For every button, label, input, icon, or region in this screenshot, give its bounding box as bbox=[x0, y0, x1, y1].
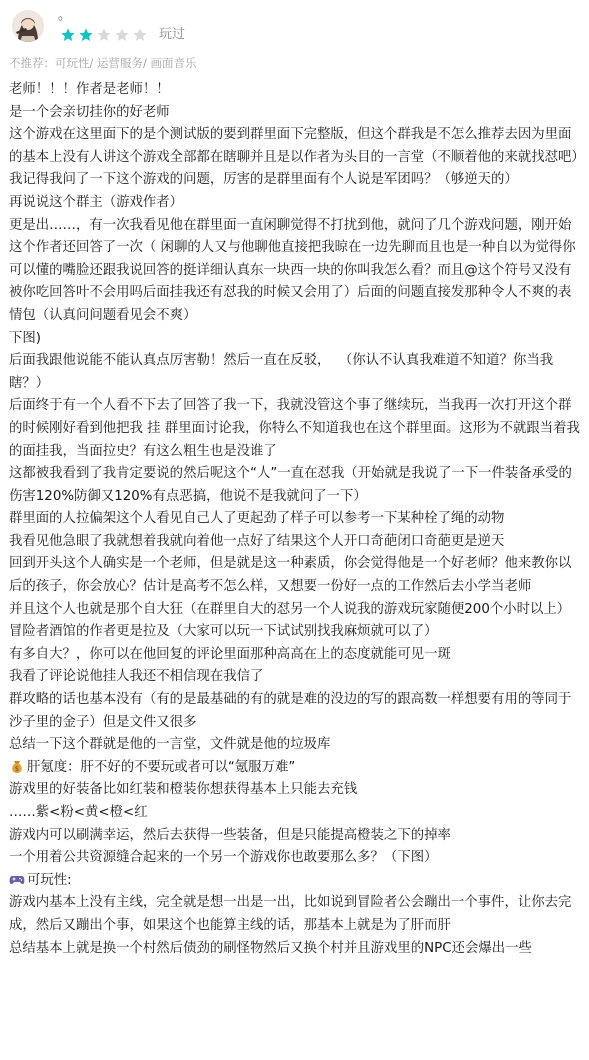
star-empty-icon bbox=[132, 27, 148, 43]
review-paragraph: 再说说这个群主（游戏作者） bbox=[9, 194, 184, 210]
played-status: 玩过 bbox=[159, 27, 186, 42]
review-paragraph: 更是出……，有一次我看见他在群里面一直闲聊觉得不打扰到他，就问了几个游戏问题，刚开始这个作者还回答了一次（ 闲聊的人又与他聊他直接把我晾在一边先聊而且也是一种自以为觉得你可以懂的嘴脸还跟我说回答的挺详细认真东一块西一块的你叫我怎么看？而且@这个符号又没有被你吃回答叶不会用吗后面挂我还有怼我的时候又会用了）后面的问题直接发那种令人不爽的表情包（认真问问题看见会不爽） bbox=[9, 217, 576, 323]
review-paragraph: 一个用着公共资源缝合起来的一个另一个游戏你也敢要那么多？（下图） bbox=[9, 850, 438, 866]
svg-text:$: $ bbox=[14, 764, 20, 773]
review-paragraph: 后面我跟他说能不能认真点厉害勒！然后一直在反驳， （你认不认真我难道不知道？你当我瞎？） bbox=[9, 353, 554, 391]
review-section-playability bbox=[9, 870, 581, 893]
review-paragraph: 老师！！！作者是老师！！ bbox=[9, 82, 170, 97]
review-paragraph: 有多自大？，你可以在他回复的评论里面那种高高在上的态度就能可见一斑 bbox=[9, 646, 451, 662]
review-paragraph: 后面终于有一个人看不下去了回答了我一下，我就没管这个事了继续玩，当我再一次打开这个群的时候刚好看到他把我 挂 群里面讨论我，你特么不知道我也在这个群里面。这形为不就跟当着我的面挂我，当面拉史？有这么粗生也是没谁了 bbox=[9, 398, 580, 459]
review-paragraph: 总结一下这个群就是他的一言堂，文件就是他的垃圾库 bbox=[9, 737, 331, 753]
review-paragraph: 群攻略的话也基本没有（有的是最基础的有的就是难的没边的写的跟高数一样想要有用的等同于沙子里的金子）但是文件又很多 bbox=[9, 692, 572, 730]
review-paragraph: 游戏内基本上没有主线，完全就是想一出是一出，比如说到冒险者公会蹦出一个事件，让你去完成，然后又蹦出个事，如果这个也能算主线的话，那基本上就是为了肝而肝 bbox=[9, 895, 572, 933]
gamepad-icon bbox=[9, 871, 25, 887]
review-paragraph: 我看见他急眼了我就想着我就向着他一点好了结果这个人开口奇葩闭口奇葩更是逆天 bbox=[9, 533, 505, 549]
review-paragraph: 这个游戏在这里面下的是个测试版的要到群里面下完整版，但这个群我是不怎么推荐去因为里面的基本上没有人讲这个游戏全部都在瞎聊并且是以作者为头目的一言堂（不顺着他的来就找怼吧）我记得我问了一下这个游戏的问题，厉害的是群里面有个人说是军团吗？（够逆天的） bbox=[9, 127, 579, 188]
review-paragraph: 群里面的人拉偏架这个人看见自己人了更起劲了样子可以参考一下某种栓了绳的动物 bbox=[9, 511, 505, 527]
avatar-image bbox=[12, 10, 44, 42]
review-paragraph: 并且这个人也就是那个自大狂（在群里自大的怼另一个人说我的游戏玩家随便200个小时以上）冒险者酒馆的作者更是拉及（大家可以玩一下试试别找我麻烦就可以了） bbox=[9, 601, 571, 640]
star-filled-icon bbox=[60, 27, 76, 43]
star-rating bbox=[60, 27, 148, 43]
username[interactable]: 。 bbox=[58, 8, 72, 23]
star-filled-icon bbox=[78, 27, 94, 43]
review-paragraph: 回到开头这个人确实是一个老师，但是就是这一种素质，你会觉得他是一个好老师？他来教你以后的孩子，你会放心？估计是高考不怎么样，又想要一份好一点的工作然后去小学当老师 bbox=[9, 556, 572, 595]
money-bag-icon bbox=[9, 758, 25, 774]
review-paragraph: 总结基本上就是换一个村然后债劲的刷怪物然后又换个村并且游戏里的NPC还会爆出一些 bbox=[9, 940, 532, 956]
review-paragraph: 游戏内可以刷满幸运，然后去获得一些装备，但是只能提高橙装之下的掉率 bbox=[9, 827, 451, 843]
review-paragraph: 下图) bbox=[9, 330, 42, 346]
avatar[interactable] bbox=[12, 10, 44, 42]
review-section-liver bbox=[9, 757, 581, 780]
review-paragraph: 我看了评论说他挂人我还不相信现在我信了 bbox=[9, 669, 264, 685]
review-paragraph: 是一个会亲切挂你的好老师 bbox=[9, 104, 170, 120]
section-heading-liver: 肝氪度：肝不好的不要玩或者可以“氪服万难” bbox=[27, 759, 296, 775]
recommendation-tags: 不推荐：可玩性/ 运营服务/ 画面音乐 bbox=[9, 56, 197, 70]
section-heading-playability: 可玩性: bbox=[27, 872, 72, 888]
review-paragraph: ……紫<粉<黄<橙<红 bbox=[9, 805, 148, 820]
star-empty-icon bbox=[114, 27, 130, 43]
review-header bbox=[0, 0, 589, 50]
review-paragraph: 游戏里的好装备比如红装和橙装你想获得基本上只能去充钱 bbox=[9, 782, 358, 798]
star-empty-icon bbox=[96, 27, 112, 43]
review-body bbox=[9, 79, 581, 960]
review-paragraph: 这都被我看到了我肯定要说的然后呢这个“人”一直在怼我（开始就是我说了一下一件装备承受的伤害120%防御又120%有点恶搞，他说不是我就问了一下） bbox=[9, 466, 572, 504]
